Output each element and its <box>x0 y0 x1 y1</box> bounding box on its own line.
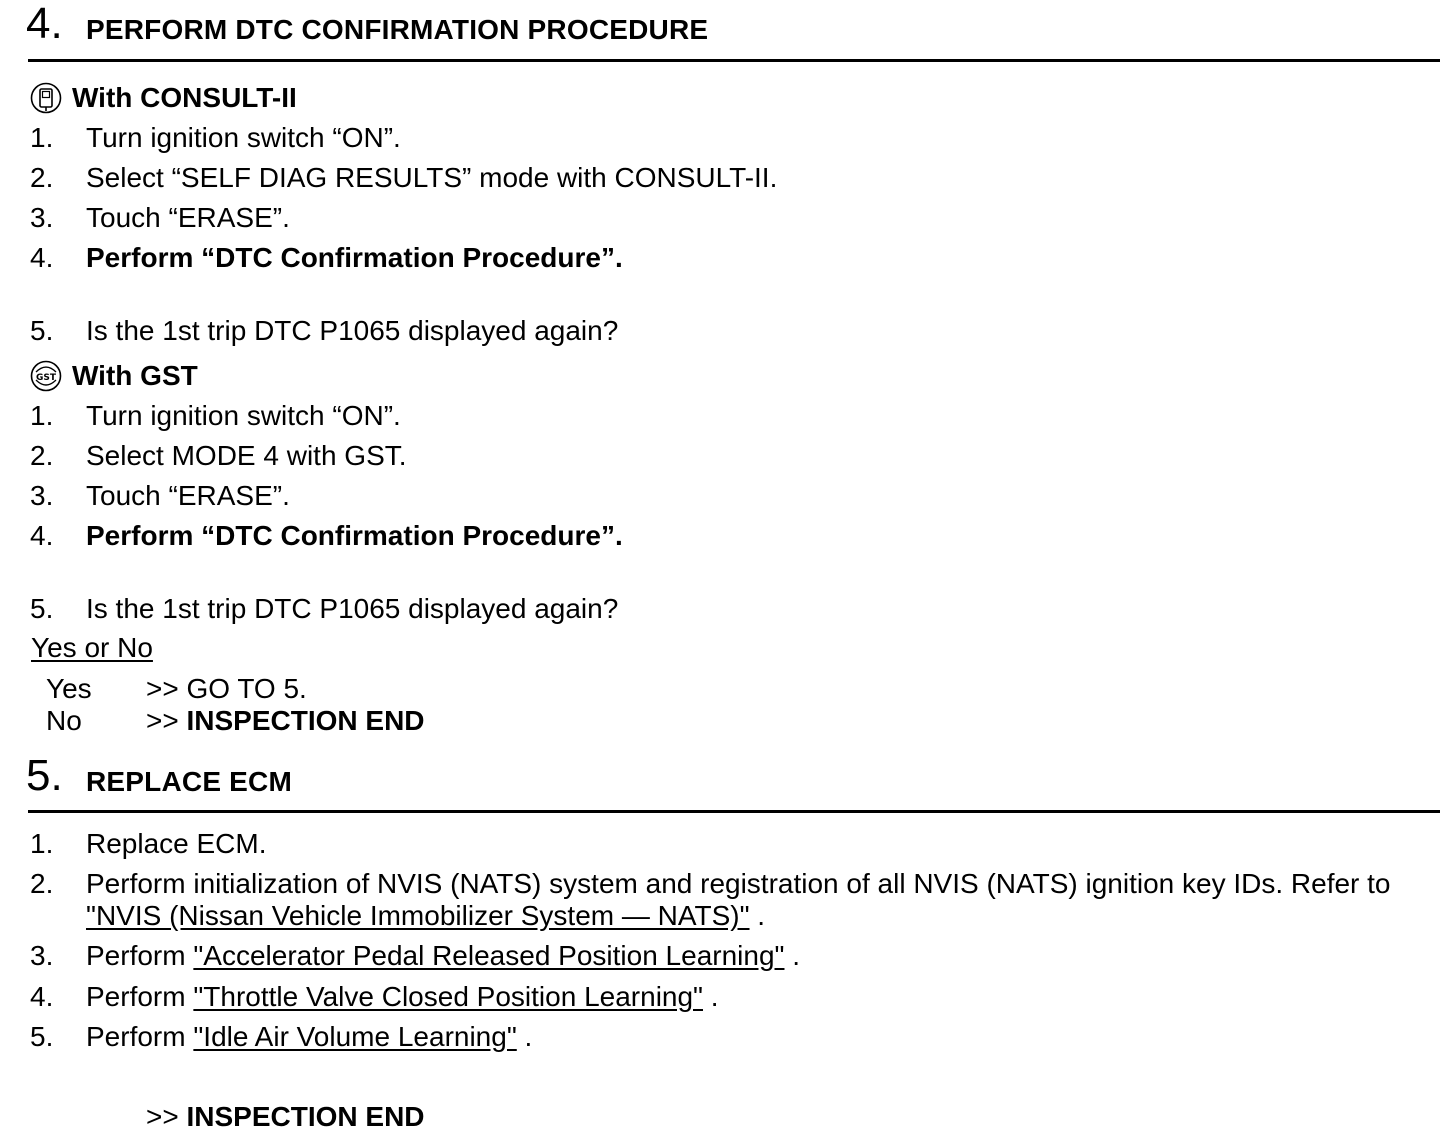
consult-item-2-number: 2. <box>30 162 54 193</box>
gst-item-2-text: Select MODE 4 with GST. <box>86 440 407 471</box>
step-4-divider <box>28 59 1440 62</box>
replace-item-2-text: Perform initialization of NVIS (NATS) system and registration of all NVIS (NATS) ignition key IDs. Refer to <box>86 868 1391 899</box>
consult-item-5-number: 5. <box>30 315 54 346</box>
consult-item-2-text: Select “SELF DIAG RESULTS” mode with CONSULT-II. <box>86 162 778 193</box>
replace-item-3-text <box>86 940 800 972</box>
replace-item-5-number: 5. <box>30 1021 54 1052</box>
gst-icon-label: GST <box>35 373 57 383</box>
replace-item-3-prefix: Perform <box>86 940 194 971</box>
no-label: No <box>46 705 82 736</box>
gst-icon <box>30 360 62 392</box>
replace-item-1-number: 1. <box>30 828 54 859</box>
replace-item-5-after: . <box>516 1021 533 1052</box>
no-arrow: >> <box>146 705 179 736</box>
replace-item-4-number: 4. <box>30 981 54 1012</box>
yes-or-no-label: Yes or No <box>31 632 153 663</box>
throttle-valve-learning-link[interactable]: "Throttle Valve Closed Position Learning" <box>193 981 703 1012</box>
step-5-title: REPLACE ECM <box>86 766 292 797</box>
consult-tool-icon <box>30 82 62 114</box>
replace-item-2-after: . <box>749 900 766 931</box>
nvis-nats-link[interactable]: "NVIS (Nissan Vehicle Immobilizer System — NATS)" <box>86 900 750 931</box>
consult-item-1-text: Turn ignition switch “ON”. <box>86 122 401 153</box>
inspection-end <box>146 1101 425 1133</box>
replace-item-5-prefix: Perform <box>86 1021 194 1052</box>
replace-item-2-number: 2. <box>30 868 54 899</box>
replace-item-4-text <box>86 981 719 1013</box>
consult-item-1-number: 1. <box>30 122 54 153</box>
step-5-number: 5. <box>26 751 63 800</box>
replace-item-4-after: . <box>703 981 719 1012</box>
consult-item-3-number: 3. <box>30 202 54 233</box>
gst-item-5-text: Is the 1st trip DTC P1065 displayed again? <box>86 593 619 624</box>
gst-item-4-text: Perform “DTC Confirmation Procedure”. <box>86 520 623 551</box>
accelerator-pedal-learning-link[interactable]: "Accelerator Pedal Released Position Learning" <box>193 940 785 971</box>
yes-action: >> GO TO 5. <box>146 673 307 704</box>
gst-item-3-number: 3. <box>30 480 54 511</box>
gst-item-1-text: Turn ignition switch “ON”. <box>86 400 401 431</box>
gst-item-5-number: 5. <box>30 593 54 624</box>
no-action <box>146 705 425 737</box>
replace-item-3-after: . <box>784 940 801 971</box>
idle-air-volume-learning-link[interactable]: "Idle Air Volume Learning" <box>193 1021 517 1052</box>
step-4-title: PERFORM DTC CONFIRMATION PROCEDURE <box>86 14 709 45</box>
gst-heading: With GST <box>72 360 198 391</box>
replace-item-3-number: 3. <box>30 940 54 971</box>
gst-item-2-number: 2. <box>30 440 54 471</box>
consult-item-4-text: Perform “DTC Confirmation Procedure”. <box>86 242 623 273</box>
consult-item-3-text: Touch “ERASE”. <box>86 202 290 233</box>
consult-item-5-text: Is the 1st trip DTC P1065 displayed again? <box>86 315 619 346</box>
replace-item-2-link-line <box>86 900 765 932</box>
step-4-number: 4. <box>26 0 63 48</box>
gst-item-4-number: 4. <box>30 520 54 551</box>
replace-item-4-prefix: Perform <box>86 981 194 1012</box>
step-5-divider <box>28 810 1440 813</box>
gst-item-1-number: 1. <box>30 400 54 431</box>
gst-item-3-text: Touch “ERASE”. <box>86 480 290 511</box>
consult-item-4-number: 4. <box>30 242 54 273</box>
replace-item-5-text <box>86 1021 532 1053</box>
replace-item-1-text: Replace ECM. <box>86 828 267 859</box>
end-text: INSPECTION END <box>186 1101 425 1132</box>
consult-heading: With CONSULT-II <box>72 82 297 113</box>
end-arrow: >> <box>146 1101 179 1132</box>
no-action-text: INSPECTION END <box>186 705 425 736</box>
yes-label: Yes <box>46 673 92 704</box>
